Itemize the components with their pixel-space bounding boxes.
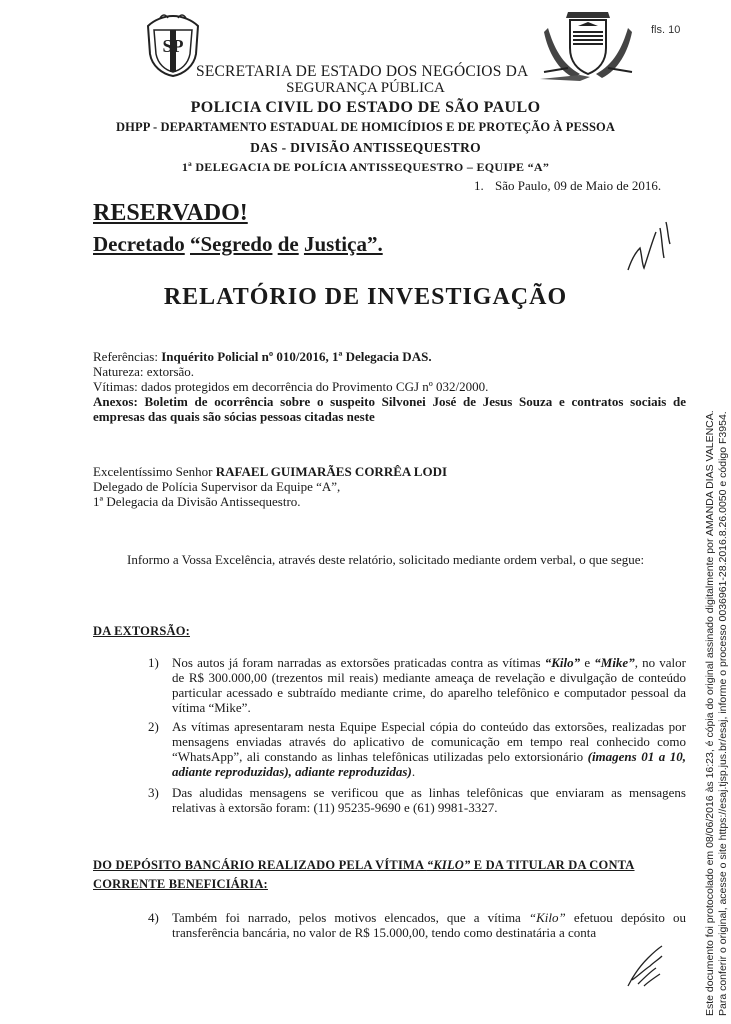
item-3-number: 3) <box>148 785 159 800</box>
decree-word-2: “Segredo <box>190 232 273 256</box>
deposit-heading-part-c: E DA TITULAR DA CONTA <box>470 858 635 872</box>
reserved-heading: RESERVADO! <box>93 200 248 226</box>
decree-word-1: Decretado <box>93 232 185 256</box>
addressee-name: RAFAEL GUIMARÃES CORRÊA LODI <box>215 464 448 479</box>
item-2-images-ref: (imagens 01 a 10, adiante reproduzidas), adiante reproduzidas) <box>172 749 686 779</box>
victim-kilo: “Kilo” <box>544 655 581 670</box>
section-deposit-heading-line-2: CORRENTE BENEFICIÁRIA: <box>93 877 268 891</box>
addressee-prefix: Excelentíssimo Senhor <box>93 464 216 479</box>
item-4-text <box>172 910 686 940</box>
deposit-heading-victim: “KILO” <box>426 858 471 872</box>
document-date: São Paulo, 09 de Maio de 2016. <box>495 178 662 193</box>
header-secretaria: SECRETARIA DE ESTADO DOS NEGÓCIOS DA <box>196 63 529 80</box>
header-das: DAS - DIVISÃO ANTISSEQUESTRO <box>250 140 481 155</box>
item-2-text <box>172 719 686 779</box>
header-dhpp: DHPP - DEPARTAMENTO ESTADUAL DE HOMICÍDIOS E DE PROTEÇÃO À PESSOA <box>116 120 615 134</box>
initials-signature-icon <box>620 218 680 279</box>
item-1-part-a: Nos autos já foram narradas as extorsões praticadas contra as vítimas <box>172 655 545 670</box>
date-number: 1. <box>474 178 484 193</box>
addressee-line-2: Delegado de Polícia Supervisor da Equipe “A”, <box>93 479 341 494</box>
reference-label: Referências: <box>93 349 158 364</box>
annexes-line: Anexos: Boletim de ocorrência sobre o suspeito Silvonei José de Jesus Souza e contratos sociais de empresas das quais são sócias pessoas citadas neste <box>93 394 686 424</box>
decree-word-3: de <box>277 232 299 256</box>
item-1-text <box>172 655 686 715</box>
secrecy-decree <box>93 232 383 257</box>
section-extortion-heading: DA EXTORSÃO: <box>93 624 190 638</box>
sp-seal-icon <box>142 14 204 83</box>
addressee-line-3: 1ª Delegacia da Divisão Antissequestro. <box>93 494 301 509</box>
header-seguranca: SEGURANÇA PÚBLICA <box>286 80 445 96</box>
svg-text:SP: SP <box>162 36 184 56</box>
decree-word-4: Justiça”. <box>303 232 383 256</box>
side-note-line-1: Este documento foi protocolado em 08/06/2016 às 16:23, é cópia do original assinado digitalmente por AMANDA DIAS VALENCA. <box>704 410 716 1016</box>
nature-line: Natureza: extorsão. <box>93 364 195 379</box>
addressee-block <box>93 464 693 509</box>
item-4-number: 4) <box>148 910 159 925</box>
digital-signature-note <box>704 376 729 1016</box>
references-block <box>93 349 693 424</box>
item-4-part-c: efetuou depósito ou transferência bancária, no valor de R$ 15.000,00, tendo como destinatária a conta <box>172 910 686 940</box>
item-1-number: 1) <box>148 655 159 670</box>
addressee-line-1 <box>93 464 693 479</box>
reference-line <box>93 349 693 364</box>
item-2-part-a: As vítimas apresentaram nesta Equipe Especial cópia do conteúdo das extorsões, realizadas por mensagens enviadas através do aplicativo de comunicação em tempo real conhecido como “WhatsApp”, ali constando as linhas telefônicas utilizadas pelo extorsionário <box>172 719 686 764</box>
victim-mike: “Mike” <box>594 655 635 670</box>
page-number: fls. 10 <box>651 24 681 36</box>
header-policia: POLICIA CIVIL DO ESTADO DE SÃO PAULO <box>190 99 541 116</box>
item-2-part-c: . <box>411 764 416 779</box>
section-deposit-heading <box>93 858 693 873</box>
deposit-heading-part-a: DO DEPÓSITO BANCÁRIO REALIZADO PELA VÍTIMA <box>93 858 427 872</box>
victims-line: Vítimas: dados protegidos em decorrência do Provimento CGJ nº 032/2000. <box>93 379 489 394</box>
item-4-part-a: Também foi narrado, pelos motivos elencados, que a vítima <box>172 910 529 925</box>
reference-value: Inquérito Policial nº 010/2016, 1ª Delegacia DAS. <box>161 349 432 364</box>
intro-paragraph: Informo a Vossa Excelência, através deste relatório, solicitado mediante ordem verbal, o que segue: <box>127 552 645 567</box>
item-4-victim-kilo: “Kilo” <box>528 910 566 925</box>
item-3-text: Das aludidas mensagens se verificou que as linhas telefônicas que enviaram as mensagens relativas à extorsão foram: (11) 95235-9690 e (61) 9981-3327. <box>172 785 686 815</box>
signature-icon <box>618 940 674 995</box>
item-1-part-c: e <box>580 655 595 670</box>
item-1-part-e: , no valor de R$ 300.000,00 (trezentos mil reais) mediante ameaça de revelação e divulgação de conteúdo particular acessado e subtraído mediante crime, do aparelho telefônico e computador pessoal da vítima “Mike”. <box>172 655 686 715</box>
report-title: RELATÓRIO DE INVESTIGAÇÃO <box>163 284 568 310</box>
side-note-line-2: Para conferir o original, acesse o site https://esaj.tjsp.jus.br/esaj, informe o processo 0036961-28.2016.8.26.0050 e código F3954. <box>716 411 729 1016</box>
header-delegacia: 1ª DELEGACIA DE POLÍCIA ANTISSEQUESTRO – EQUIPE “A” <box>181 160 550 174</box>
item-2-number: 2) <box>148 719 159 734</box>
